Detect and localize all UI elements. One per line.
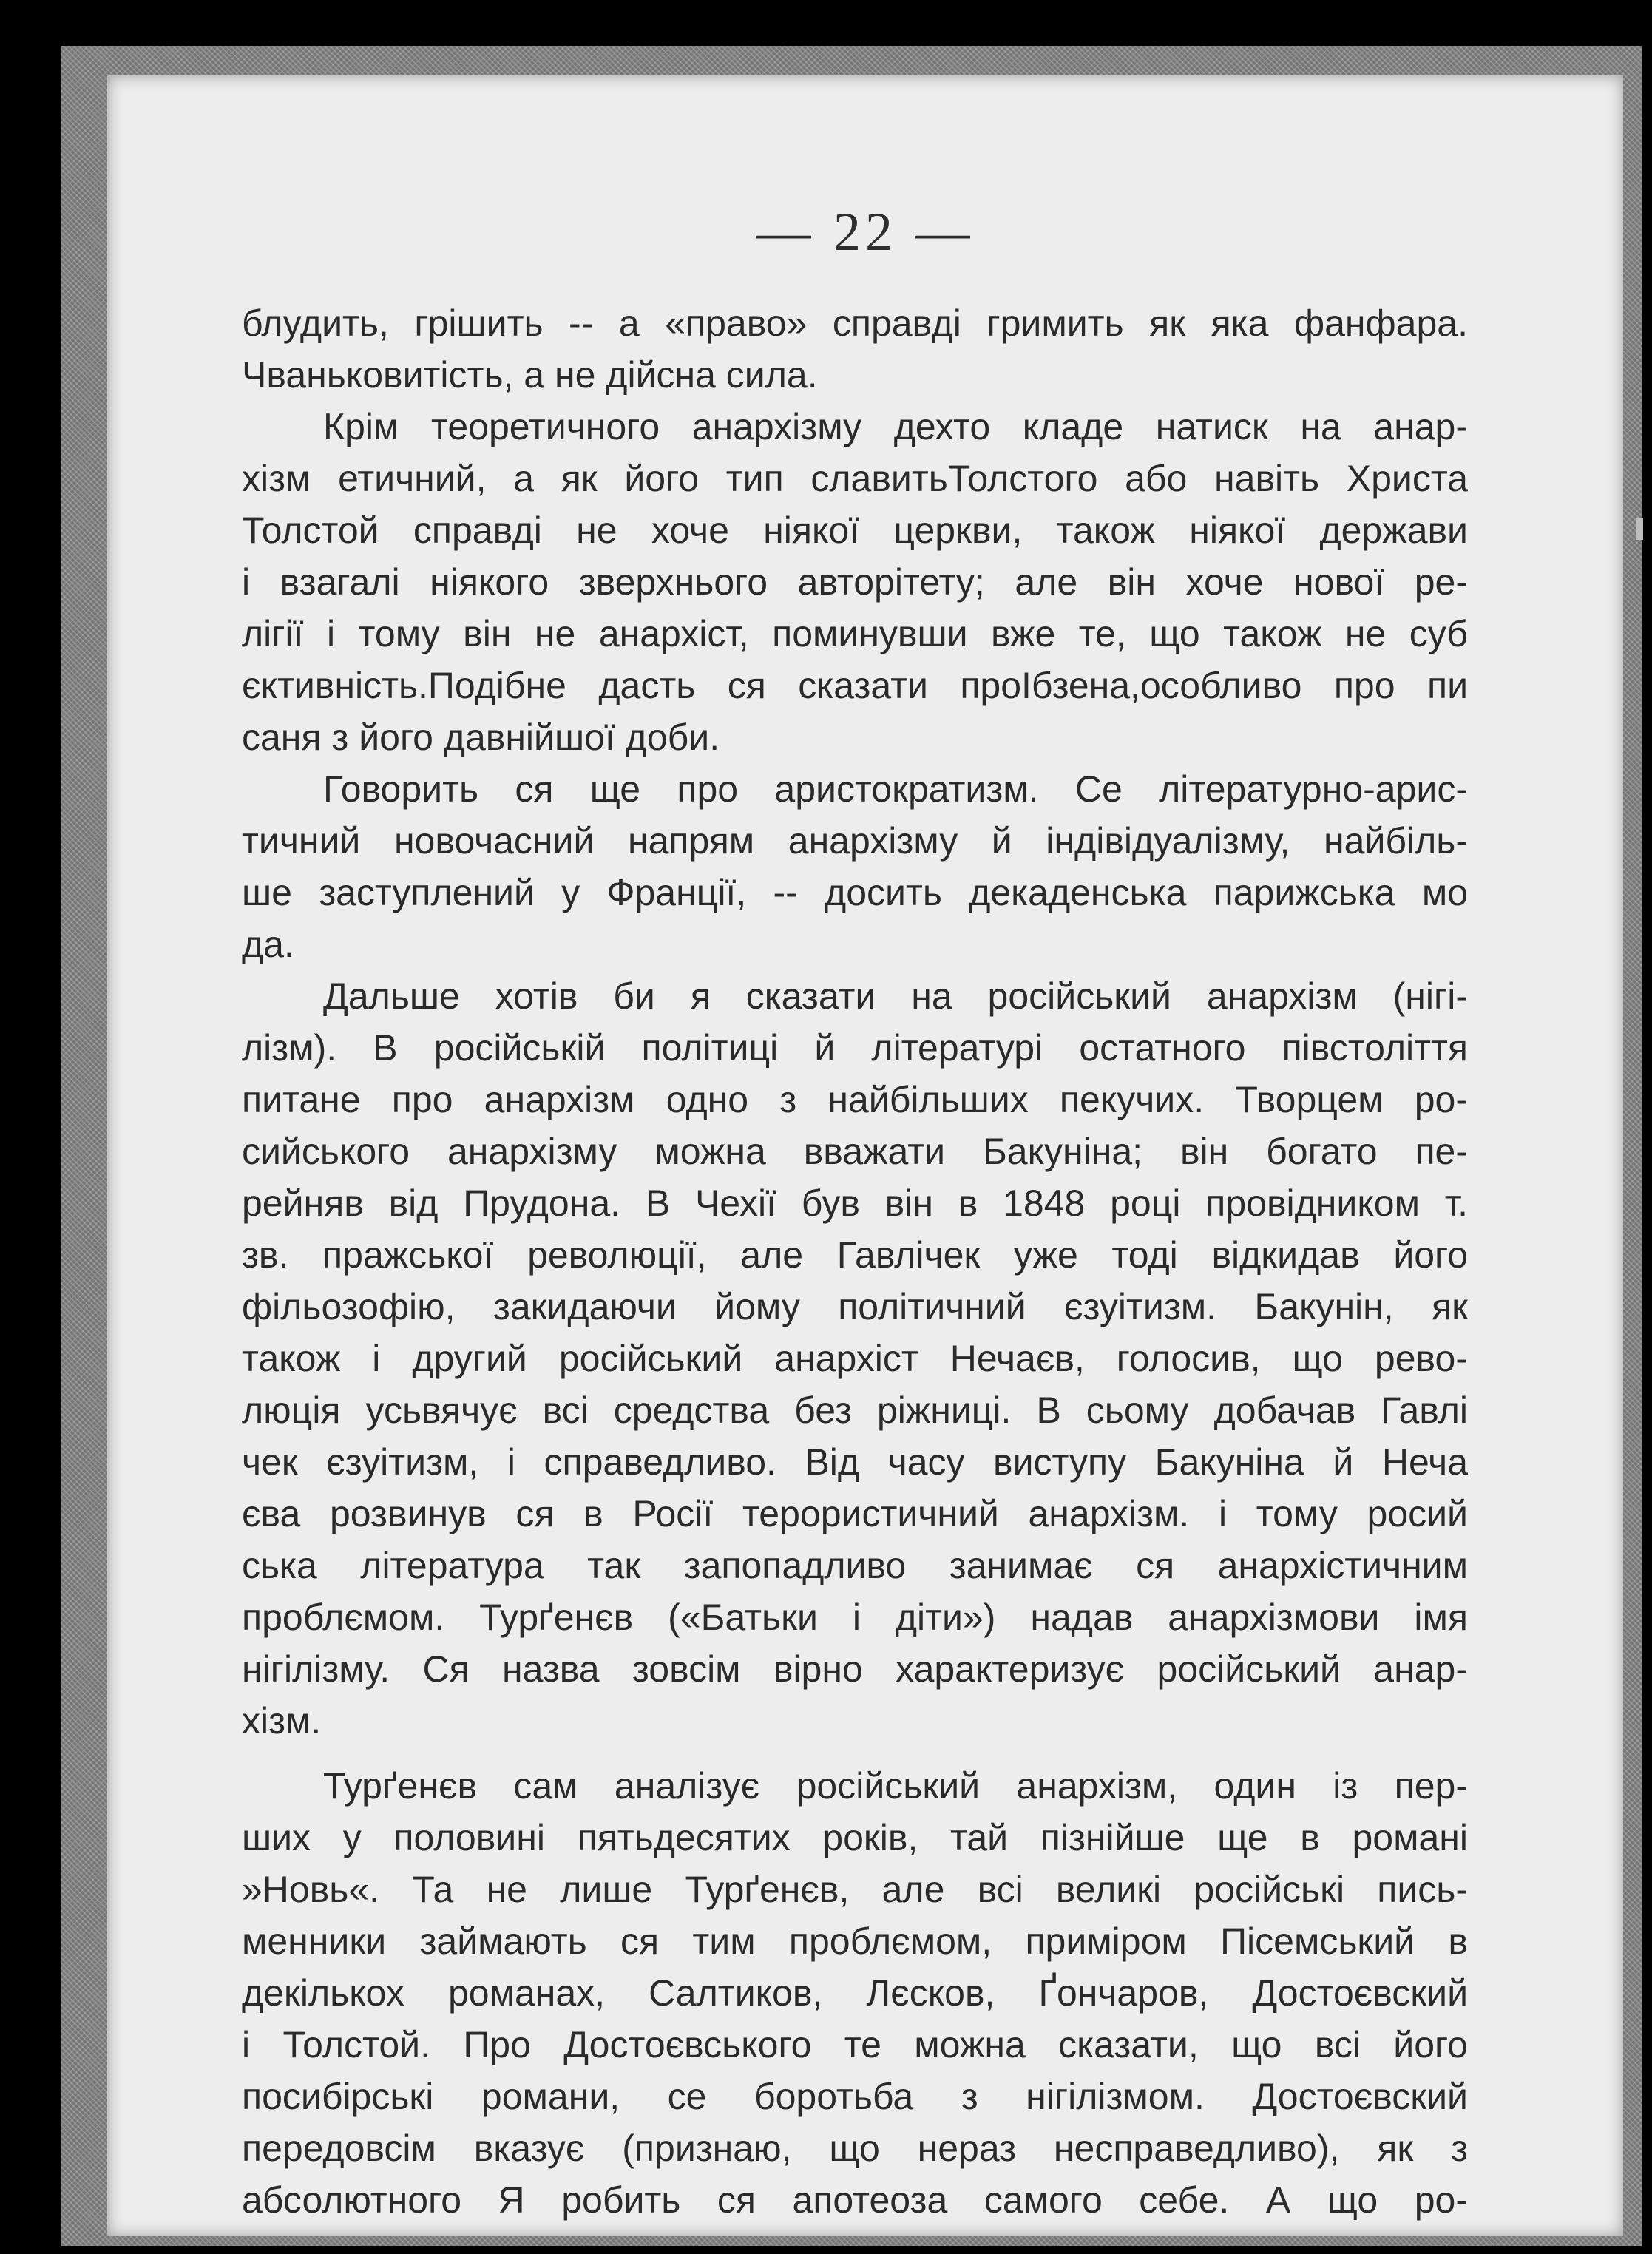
text-line: »Новь«. Та не лише Турґенєв, але всі великі російські пись- — [242, 1869, 1468, 1910]
text-line: єктивність.Подібне дасть ся сказати проІбзена,особливо про пи — [242, 665, 1468, 706]
text-line: посибірські романи, се боротьба з нігілізмом. Достоєвский — [242, 2076, 1468, 2117]
text-line: тичний новочасний напрям анархізму й індівідуалізму, найбіль- — [242, 820, 1468, 862]
text-line: да. — [242, 924, 294, 965]
text-line: єва розвинув ся в Росії терористичний анархізм. і тому росий — [242, 1493, 1468, 1534]
text-line: нігілізму. Ся назва зовсім вірно характеризує російський анар- — [242, 1648, 1468, 1690]
text-line: Крім теоретичного анархізму дехто кладе натиск на анар- — [323, 406, 1468, 447]
text-line: лізм). В російській політиці й літературі остатного півстоліття — [242, 1027, 1468, 1069]
text-line: ська література так запопадливо занимає ся анархістичним — [242, 1545, 1468, 1586]
text-line: Говорить ся ще про аристократизм. Се літературно-арис- — [323, 768, 1468, 810]
text-line: і Толстой. Про Достоєвського те можна сказати, що всі його — [242, 2024, 1468, 2065]
text-line: хізм етичний, а як його тип славитьТолстого або навіть Христа — [242, 458, 1468, 499]
text-line: сийського анархізму можна вважати Бакуніна; він богато пе- — [242, 1131, 1468, 1172]
text-line: ших у половині пятьдесятих років, тай пізнійше ще в романі — [242, 1817, 1468, 1858]
text-line: фільозофію, закидаючи йому політичний єзуітизм. Бакунін, як — [242, 1286, 1468, 1327]
text-line: Турґенєв сам аналізує російський анархізм, один із пер- — [323, 1765, 1468, 1807]
text-line: люція усьвячує всі средства без ріжниці. В сьому добачав Гавлі — [242, 1390, 1468, 1431]
text-line: зв. пражської революції, але Гавлічек уже тоді відкидав його — [242, 1234, 1468, 1276]
text-line: чек єзуітизм, і справедливо. Від часу виступу Бакуніна й Неча — [242, 1441, 1468, 1483]
text-line: рейняв від Прудона. В Чехії був він в 1848 році провідником т. — [242, 1182, 1468, 1224]
text-line: проблємом. Турґенєв («Батьки і діти») надав анархізмови імя — [242, 1597, 1468, 1638]
text-line: Дальше хотів би я сказати на російський анархізм (нігі- — [323, 975, 1468, 1017]
text-line: і взагалі ніякого зверхнього авторітету; але він хоче нової ре- — [242, 561, 1468, 603]
text-line: саня з його давнійшої доби. — [242, 717, 720, 758]
text-line: ше заступлений у Франції, -- досить декаденська парижська мо — [242, 872, 1468, 913]
text-line: лігії і тому він не анархіст, поминувши вже те, що також не суб — [242, 613, 1468, 654]
text-line: блудить, грішить -- а «право» справді гримить як яка фанфара. — [242, 302, 1468, 344]
text-line: декількох романах, Салтиков, Лєсков, Ґончаров, Достоєвский — [242, 1972, 1468, 2014]
page-number: — 22 — — [756, 202, 975, 263]
text-line: абсолютного Я робить ся апотеоза самого себе. А що ро- — [242, 2179, 1468, 2221]
text-line: передовсім вказує (признаю, що нераз несправедливо), як з — [242, 2128, 1468, 2169]
text-line: менники займають ся тим проблємом, приміром Пісемський в — [242, 1920, 1468, 1962]
text-line: також і другий російський анархіст Нечаєв, голосив, що рево- — [242, 1338, 1468, 1379]
text-line: хізм. — [242, 1700, 322, 1742]
book-page — [107, 75, 1623, 2236]
text-line: Чваньковитість, а не дійсна сила. — [242, 354, 818, 396]
page-edge-mark — [1636, 518, 1643, 540]
text-line: питане про анархізм одно з найбільших пекучих. Творцем ро- — [242, 1079, 1468, 1120]
text-line: Толстой справді не хоче ніякої церкви, також ніякої держави — [242, 510, 1468, 551]
